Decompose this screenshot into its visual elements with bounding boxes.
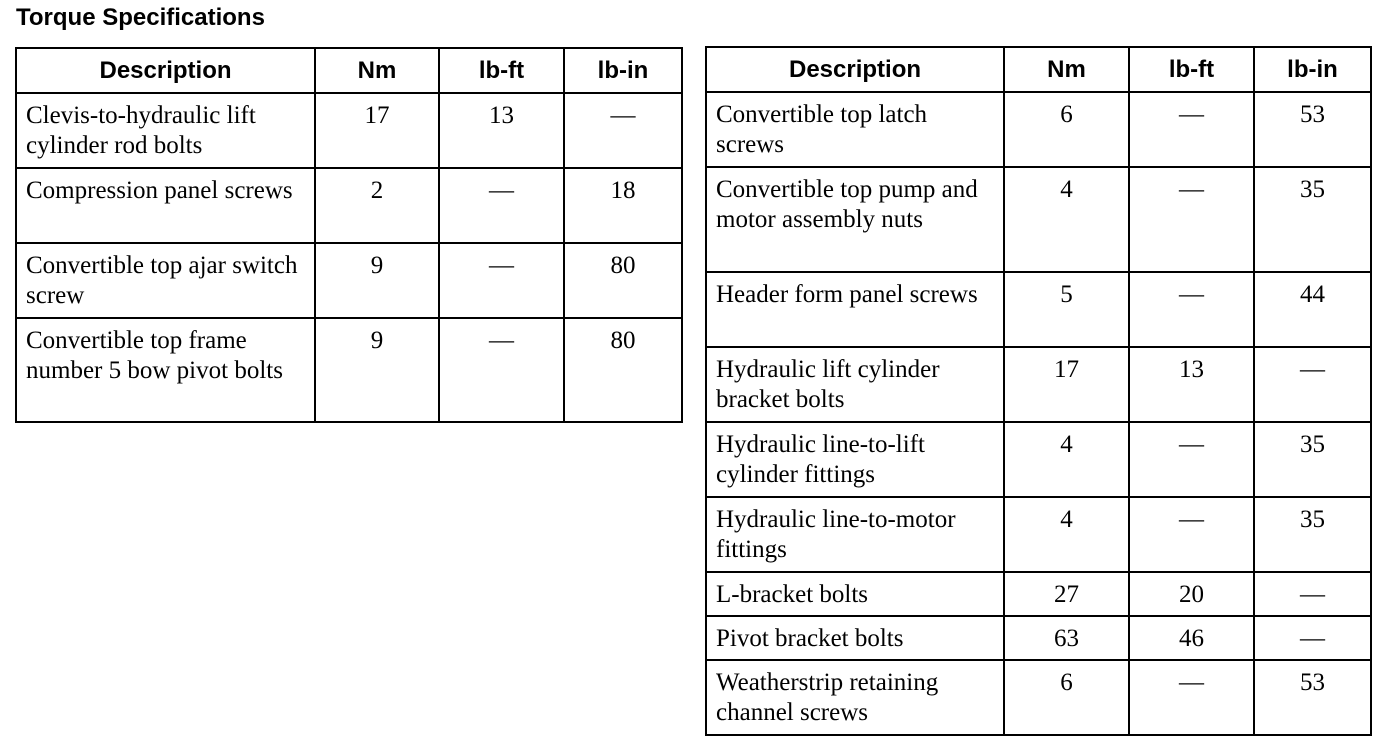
header-row	[706, 47, 1371, 92]
lb-in-cell: 80	[564, 243, 682, 318]
lb-ft-cell: —	[439, 168, 564, 243]
header-row	[16, 48, 682, 93]
description-cell: Convertible top latch screws	[706, 92, 1004, 167]
lb-ft-cell: 13	[1129, 347, 1254, 422]
lb-in-cell: 35	[1254, 497, 1371, 572]
header-nm: Nm	[1004, 47, 1129, 92]
nm-cell: 6	[1004, 92, 1129, 167]
table-row	[706, 497, 1371, 572]
nm-cell: 4	[1004, 422, 1129, 497]
description-cell: Weatherstrip retaining channel screws	[706, 660, 1004, 735]
lb-ft-cell: —	[1129, 422, 1254, 497]
nm-cell: 6	[1004, 660, 1129, 735]
lb-ft-cell: —	[1129, 167, 1254, 272]
table-row	[706, 167, 1371, 272]
description-cell: Clevis-to-hydraulic lift cylinder rod bolts	[16, 93, 315, 168]
table-row	[16, 318, 682, 422]
table-row	[706, 572, 1371, 616]
lb-in-cell: 80	[564, 318, 682, 422]
description-cell: L-bracket bolts	[706, 572, 1004, 616]
lb-ft-cell: —	[439, 318, 564, 422]
description-cell: Hydraulic lift cylinder bracket bolts	[706, 347, 1004, 422]
lb-in-cell: 35	[1254, 422, 1371, 497]
lb-ft-cell: 13	[439, 93, 564, 168]
lb-in-cell: 44	[1254, 272, 1371, 347]
description-cell: Header form panel screws	[706, 272, 1004, 347]
lb-in-cell: 53	[1254, 660, 1371, 735]
nm-cell: 17	[1004, 347, 1129, 422]
lb-ft-cell: —	[1129, 660, 1254, 735]
table-row	[706, 347, 1371, 422]
description-cell: Hydraulic line-to-motor fittings	[706, 497, 1004, 572]
table-row	[706, 616, 1371, 660]
lb-in-cell: —	[1254, 572, 1371, 616]
torque-table-left	[15, 47, 683, 423]
table-row	[706, 92, 1371, 167]
table-row	[706, 422, 1371, 497]
page-title: Torque Specifications	[16, 4, 265, 31]
nm-cell: 17	[315, 93, 439, 168]
nm-cell: 9	[315, 243, 439, 318]
description-cell: Hydraulic line-to-lift cylinder fittings	[706, 422, 1004, 497]
table-row	[16, 93, 682, 168]
lb-ft-cell: 20	[1129, 572, 1254, 616]
lb-in-cell: —	[1254, 616, 1371, 660]
header-lb-in: lb-in	[1254, 47, 1371, 92]
nm-cell: 27	[1004, 572, 1129, 616]
lb-in-cell: 53	[1254, 92, 1371, 167]
description-cell: Convertible top ajar switch screw	[16, 243, 315, 318]
header-lb-in: lb-in	[564, 48, 682, 93]
nm-cell: 4	[1004, 497, 1129, 572]
lb-ft-cell: —	[1129, 272, 1254, 347]
lb-ft-cell: 46	[1129, 616, 1254, 660]
lb-in-cell: 35	[1254, 167, 1371, 272]
table-row	[706, 272, 1371, 347]
nm-cell: 5	[1004, 272, 1129, 347]
description-cell: Convertible top pump and motor assembly nuts	[706, 167, 1004, 272]
header-lb-ft: lb-ft	[439, 48, 564, 93]
table-row	[16, 243, 682, 318]
description-cell: Pivot bracket bolts	[706, 616, 1004, 660]
nm-cell: 9	[315, 318, 439, 422]
nm-cell: 4	[1004, 167, 1129, 272]
nm-cell: 2	[315, 168, 439, 243]
table-row	[706, 660, 1371, 735]
lb-ft-cell: —	[1129, 497, 1254, 572]
lb-ft-cell: —	[1129, 92, 1254, 167]
lb-in-cell: —	[564, 93, 682, 168]
header-description: Description	[16, 48, 315, 93]
lb-in-cell: 18	[564, 168, 682, 243]
description-cell: Compression panel screws	[16, 168, 315, 243]
lb-in-cell: —	[1254, 347, 1371, 422]
description-cell: Convertible top frame number 5 bow pivot bolts	[16, 318, 315, 422]
header-lb-ft: lb-ft	[1129, 47, 1254, 92]
nm-cell: 63	[1004, 616, 1129, 660]
lb-ft-cell: —	[439, 243, 564, 318]
header-nm: Nm	[315, 48, 439, 93]
table-row	[16, 168, 682, 243]
header-description: Description	[706, 47, 1004, 92]
torque-table-right	[705, 46, 1372, 736]
